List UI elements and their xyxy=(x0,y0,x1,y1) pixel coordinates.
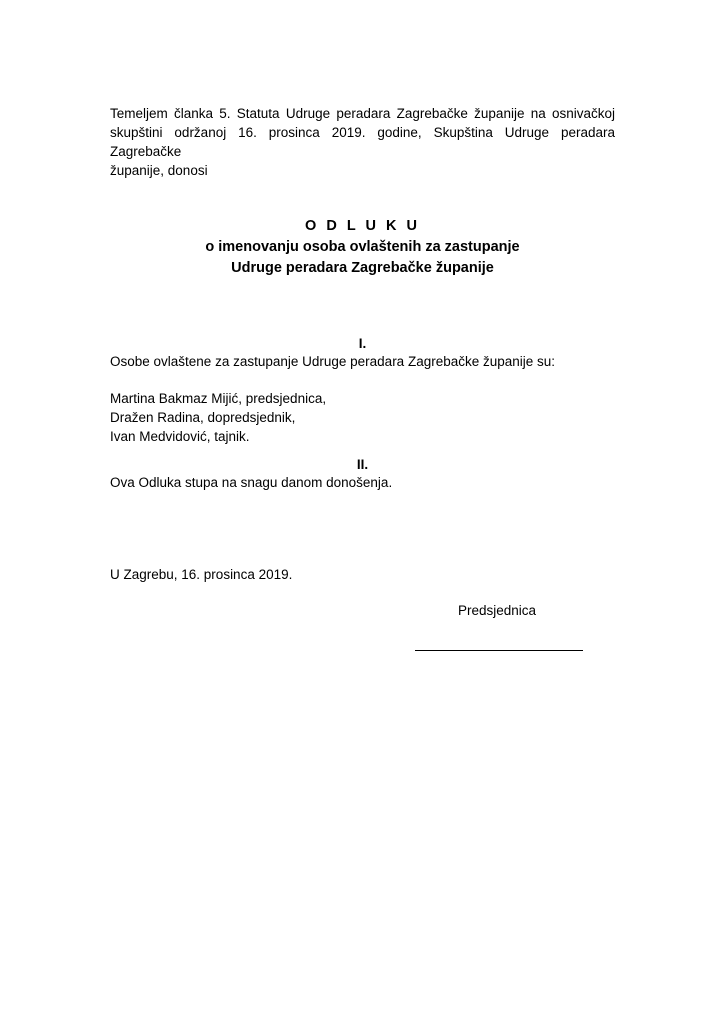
place-and-date: U Zagrebu, 16. prosinca 2019. xyxy=(110,567,293,582)
signature-line xyxy=(415,650,583,651)
list-item: Dražen Radina, dopredsjednik, xyxy=(110,410,296,425)
decision-title xyxy=(110,216,615,279)
preamble-line-2: skupštini održanoj 16. prosinca 2019. godine, Skupština Udruge peradara Zagrebačke xyxy=(110,125,615,159)
preamble-line-3: županije, donosi xyxy=(110,163,208,178)
authorized-persons-list xyxy=(110,389,615,446)
signature-title: Predsjednica xyxy=(458,603,537,618)
list-item: Martina Bakmaz Mijić, predsjednica, xyxy=(110,391,327,406)
title-main: O D L U K U xyxy=(305,218,420,234)
section-2-number: II. xyxy=(356,457,369,472)
section-1-number: I. xyxy=(358,336,367,351)
title-subtitle-2: Udruge peradara Zagrebačke županije xyxy=(231,260,494,276)
list-item: Ivan Medvidović, tajnik. xyxy=(110,429,250,444)
title-subtitle-1: o imenovanju osoba ovlaštenih za zastupanje xyxy=(205,239,520,255)
section-2-text: Ova Odluka stupa na snagu danom donošenja. xyxy=(110,475,393,490)
preamble-line-1: Temeljem članka 5. Statuta Udruge peradara Zagrebačke županije na osnivačkoj xyxy=(110,106,615,121)
section-1-intro: Osobe ovlaštene za zastupanje Udruge peradara Zagrebačke županije su: xyxy=(110,354,556,369)
preamble-paragraph xyxy=(110,104,615,180)
